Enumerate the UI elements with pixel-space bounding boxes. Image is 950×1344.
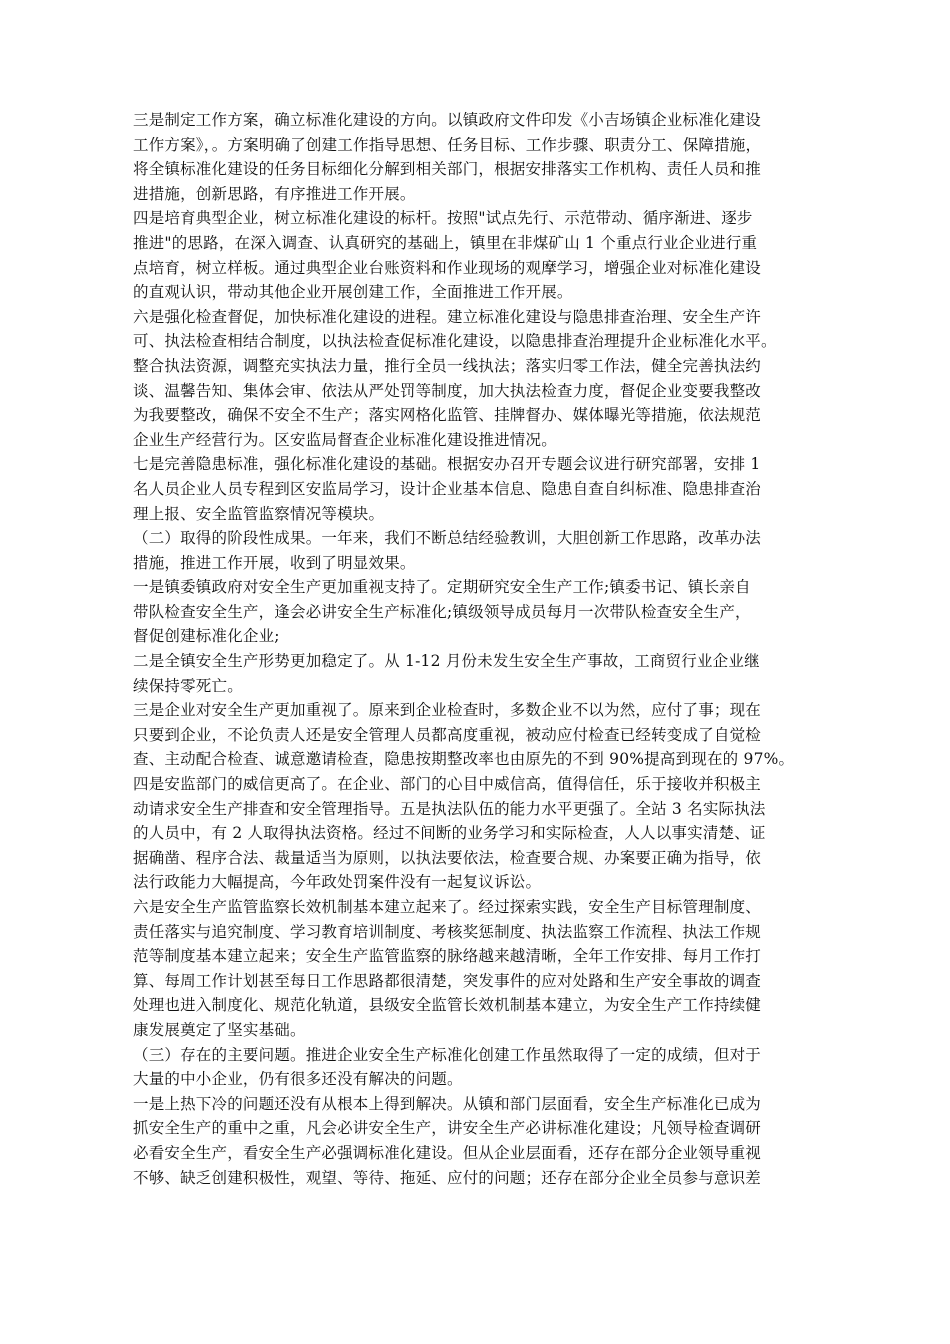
- text-line: 工作方案》，。方案明确了创建工作指导思想、任务目标、工作步骤、职责分工、保障措施，: [133, 135, 762, 154]
- text-line: 六是强化检查督促，加快标准化建设的进程。建立标准化建设与隐患排查治理、安全生产许: [133, 307, 762, 326]
- text-line: （二）取得的阶段性成果。一年来，我们不断总结经验教训，大胆创新工作思路，改革办法: [133, 529, 762, 548]
- text-line: 七是完善隐患标准，强化标准化建设的基础。根据安办召开专题会议进行研究部署，安排 1: [133, 455, 761, 474]
- text-line: 必看安全生产，看安全生产必强调标准化建设。但从企业层面看，还存在部分企业领导重视: [133, 1143, 762, 1162]
- text-line: 一是镇委镇政府对安全生产更加重视支持了。定期研究安全生产工作;镇委书记、镇长亲自: [133, 578, 751, 597]
- text-line: （三）存在的主要问题。推进企业安全生产标准化创建工作虽然取得了一定的成绩，但对于: [133, 1045, 762, 1064]
- text-line: 督促创建标准化企业;: [133, 627, 280, 646]
- text-line: 企业生产经营行为。区安监局督查企业标准化建设推进情况。: [133, 430, 557, 449]
- text-line: 四是安监部门的威信更高了。在企业、部门的心目中威信高，值得信任，乐于接收并积极主: [133, 775, 762, 794]
- text-line: 的人员中，有 2 人取得执法资格。经过不间断的业务学习和实际检查，人人以事实清楚、证: [133, 824, 766, 843]
- text-line: 只要到企业，不论负责人还是安全管理人员都高度重视，被动应付检查已经转变成了自觉检: [133, 725, 762, 744]
- document-body: [133, 108, 828, 1190]
- text-line: 整合执法资源，调整充实执法力量，推行全员一线执法；落实归零工作法，健全完善执法约: [133, 356, 762, 375]
- text-line: 六是安全生产监管监察长效机制基本建立起来了。经过探索实践，安全生产目标管理制度、: [133, 898, 762, 916]
- text-line: 理上报、安全监管监察情况等模块。: [133, 504, 385, 523]
- text-line: 据确凿、程序合法、裁量适当为原则，以执法要依法，检查要合规、办案要正确为指导，依: [133, 848, 762, 867]
- text-line: 带队检查安全生产，逢会必讲安全生产标准化;镇级领导成员每月一次带队检查安全生产，: [133, 602, 751, 621]
- text-line: 推进"的思路，在深入调查、认真研究的基础上，镇里在非煤矿山 1 个重点行业企业进行重: [133, 233, 758, 252]
- text-line: 动请求安全生产排查和安全管理指导。五是执法队伍的能力水平更强了。全站 3 名实际执法: [133, 799, 766, 818]
- text-line: 进措施，创新思路，有序推进工作开展。: [133, 184, 416, 203]
- text-line: 三是企业对安全生产更加重视了。原来到企业检查时，多数企业不以为然，应付了事；现在: [133, 701, 762, 720]
- text-line: 点培育，树立样板。通过典型企业台账资料和作业现场的观摩学习，增强企业对标准化建设: [133, 258, 762, 277]
- text-line: 名人员企业人员专程到区安监局学习，设计企业基本信息、隐患自查自纠标准、隐患排查治: [133, 479, 762, 498]
- text-line: 的直观认识，带动其他企业开展创建工作，全面推进工作开展。: [133, 283, 573, 302]
- text-line: 抓安全生产的重中之重，凡会必讲安全生产，讲安全生产必讲标准化建设；凡领导检查调研: [133, 1119, 762, 1138]
- text-line: 查、主动配合检查、诚意邀请检查，隐患按期整改率也由原先的不到 90%提高到现在的 97%。: [133, 750, 795, 769]
- text-line: 二是全镇安全生产形势更加稳定了。从 1-12 月份未发生安全生产事故，工商贸行业企业继: [133, 652, 760, 671]
- text-line: 一是上热下冷的问题还没有从根本上得到解决。从镇和部门层面看，安全生产标准化已成为: [133, 1094, 762, 1113]
- text-line: 四是培育典型企业，树立标准化建设的标杆。按照"试点先行、示范带动、循序渐进、逐步: [133, 209, 753, 228]
- text-line: 康发展奠定了坚实基础。: [133, 1020, 306, 1039]
- text-line: 将全镇标准化建设的任务目标细化分解到相关部门，根据安排落实工作机构、责任人员和推: [133, 160, 762, 179]
- text-line: 措施，推进工作开展，收到了明显效果。: [133, 553, 416, 572]
- text-line: 三是制定工作方案，确立标准化建设的方向。以镇政府文件印发《小吉场镇企业标准化建设: [133, 111, 762, 129]
- text-line: 不够、缺乏创建积极性，观望、等待、拖延、应付的问题；还存在部分企业全员参与意识差: [133, 1168, 762, 1187]
- text-line: 为我要整改，确保不安全不生产；落实网格化监管、挂牌督办、媒体曝光等措施，依法规范: [133, 406, 762, 425]
- text-line: 可、执法检查相结合制度，以执法检查促标准化建设，以隐患排查治理提升企业标准化水平。: [133, 332, 777, 351]
- text-line: 责任落实与追究制度、学习教育培训制度、考核奖惩制度、执法监察工作流程、执法工作规: [133, 922, 762, 941]
- text-line: 续保持零死亡。: [133, 676, 243, 695]
- text-line: 谈、温馨告知、集体会审、依法从严处罚等制度，加大执法检查力度，督促企业变要我整改: [133, 381, 762, 400]
- text-line: 算、每周工作计划甚至每日工作思路都很清楚，突发事件的应对处路和生产安全事故的调查: [133, 971, 762, 990]
- text-line: 范等制度基本建立起来；安全生产监管监察的脉络越来越清晰，全年工作安排、每月工作打: [133, 947, 762, 966]
- text-line: 法行政能力大幅提高，今年政处罚案件没有一起复议诉讼。: [133, 873, 542, 892]
- text-line: 大量的中小企业，仍有很多还没有解决的问题。: [133, 1070, 463, 1089]
- text-line: 处理也进入制度化、规范化轨道，县级安全监管长效机制基本建立，为安全生产工作持续健: [133, 996, 762, 1015]
